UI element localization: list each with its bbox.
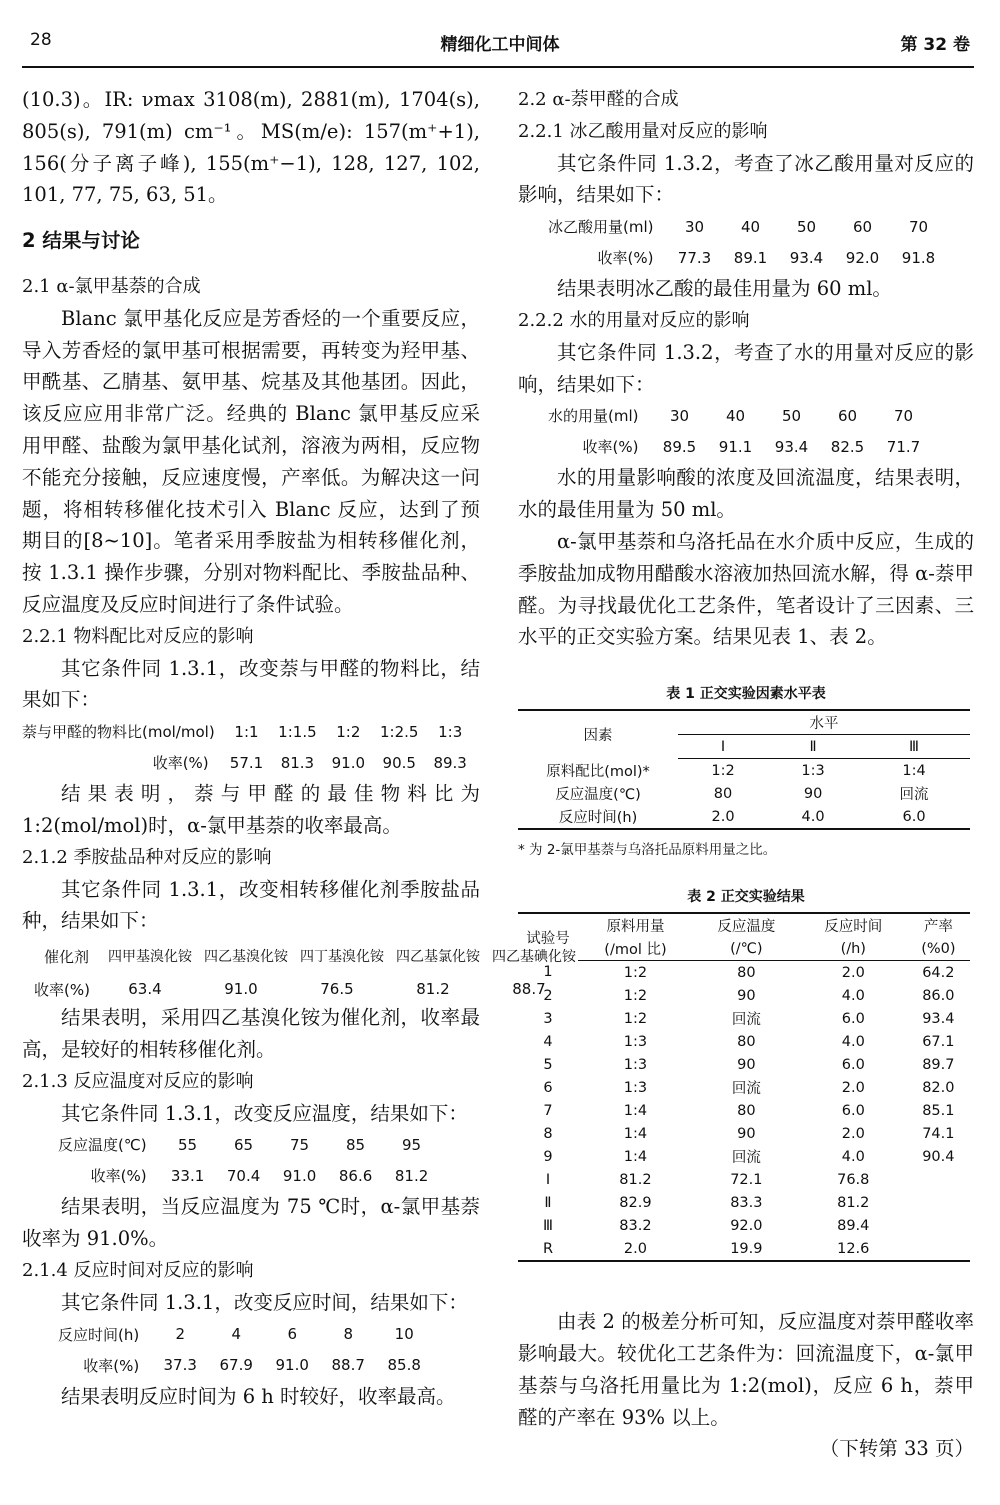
catalyst-result: 结果表明，采用四乙基溴化铵为催化剂，收率最高，是较好的相转移催化剂。 [22, 1006, 480, 1061]
table-row [518, 1122, 970, 1145]
catalyst-name: 四乙基溴化铵 [203, 948, 288, 965]
temperature-col: 75 [290, 1135, 310, 1154]
table-cell: 1:4 [623, 1148, 648, 1165]
table-cell: 92.0 [730, 1217, 763, 1234]
yield-value: 71.7 [886, 437, 921, 456]
table-cell: 80 [737, 1033, 756, 1050]
temperature-col: 85 [346, 1135, 366, 1154]
yield-value: 91.0 [224, 980, 258, 999]
table-cell: 1:4 [902, 762, 926, 779]
water-table [548, 400, 936, 462]
yield-label: 收率(%) [152, 754, 209, 773]
yield-value: 81.3 [280, 753, 315, 772]
table-row [518, 1237, 970, 1261]
section-2-2-2-heading: 2.2.2 水的用量对反应的影响 [518, 309, 750, 331]
section-2-1-heading: 2.1 α-氯甲基萘的合成 [22, 275, 201, 297]
yield-label: 收率(%) [34, 980, 90, 999]
table-cell: 80 [737, 964, 756, 981]
table-cell: 90.4 [922, 1148, 955, 1165]
time-table [58, 1319, 437, 1381]
table-cell: 8 [543, 1125, 553, 1142]
yield-value: 81.2 [416, 980, 450, 999]
ratio-result: 结果表明，萘与甲醛的最佳物料比为 1:2(mol/mol)时，α-氯甲基萘的收率最高。 [22, 782, 480, 837]
temperature-col: 55 [178, 1135, 198, 1154]
temperature-col: 65 [234, 1135, 254, 1154]
acetic-acid-label: 冰乙酸用量(ml) [548, 218, 654, 237]
table-cell: 1:3 [623, 1056, 648, 1073]
table-1-level: Ⅱ [768, 735, 858, 759]
table-2 [518, 912, 970, 1262]
table-cell: 反应时间(h) [518, 805, 678, 829]
table-cell: 2.0 [678, 805, 768, 829]
time-col: 4 [231, 1325, 241, 1343]
table-cell: Ⅱ [544, 1194, 552, 1211]
time-col: 8 [343, 1325, 353, 1343]
yield-value: 91.8 [901, 248, 936, 267]
acetic-acid-col: 60 [852, 217, 873, 236]
table-cell: 4.0 [841, 987, 865, 1004]
water-col: 30 [669, 406, 690, 425]
table-cell: 1:2 [623, 987, 648, 1004]
yield-value: 91.0 [282, 1166, 317, 1185]
table-cell: 86.0 [922, 987, 955, 1004]
yield-value: 93.4 [774, 437, 809, 456]
acetic-acid-col: 40 [740, 217, 761, 236]
table-cell: 7 [543, 1102, 553, 1119]
table-2-run-header: 试验号 [518, 913, 578, 961]
ratio-col: 1:3 [438, 722, 463, 741]
table-2-header: 产率 [907, 913, 970, 937]
table-2-unit: (/℃) [693, 937, 800, 961]
intro-paragraph: (10.3)。IR: νmax 3108(m), 2881(m), 1704(s), 805(s), 791(m) cm⁻¹。MS(m/e): 157(m⁺+1), 156(分子离子峰), 155(m⁺−1), 128, 127, 102, 101, 77, 75, 63, 51。 [22, 88, 480, 207]
table-cell: 89.7 [922, 1056, 955, 1073]
table-row [518, 1007, 970, 1030]
ratio-col: 1:2 [336, 722, 361, 741]
ratio-col: 1:1.5 [278, 722, 317, 741]
table-cell: 1:4 [623, 1125, 648, 1142]
time-col: 10 [394, 1325, 414, 1343]
table-cell [907, 1168, 970, 1191]
table-cell: 3 [543, 1010, 553, 1027]
yield-label: 收率(%) [90, 1167, 147, 1186]
table-cell: 90 [737, 1056, 756, 1073]
yield-value: 57.1 [229, 753, 264, 772]
table-2-header: 原料用量 [578, 913, 693, 937]
table-cell [907, 1237, 970, 1261]
yield-value: 88.7 [512, 980, 546, 999]
acetic-acid-col: 50 [796, 217, 817, 236]
water-label: 水的用量(ml) [548, 407, 639, 426]
table-cell: 81.2 [837, 1194, 870, 1211]
table-cell: 1:3 [801, 762, 825, 779]
table-cell: 9 [543, 1148, 553, 1165]
table-cell: 1:3 [623, 1033, 648, 1050]
acetic-acid-paragraph: 其它条件同 1.3.2，考查了冰乙酸用量对反应的影响，结果如下： [518, 151, 974, 207]
table-row [518, 759, 970, 783]
table-row [518, 805, 970, 829]
catalyst-name: 四乙基氯化铵 [395, 948, 480, 965]
table-cell: 4.0 [768, 805, 858, 829]
table-cell: 4 [543, 1033, 553, 1050]
acetic-acid-result: 结果表明冰乙酸的最佳用量为 60 ml。 [557, 277, 892, 301]
table-cell [907, 1191, 970, 1214]
yield-value: 92.0 [845, 248, 880, 267]
table-cell: 74.1 [922, 1125, 955, 1142]
section-2-heading: 2 结果与讨论 [22, 229, 140, 253]
table-cell: 1:4 [623, 1102, 648, 1119]
yield-value: 85.8 [387, 1356, 421, 1374]
table-cell: 90 [803, 785, 823, 802]
table-cell: 90 [737, 987, 756, 1004]
water-paragraph: 其它条件同 1.3.2，考查了水的用量对反应的影响，结果如下： [518, 340, 974, 396]
conclusion-paragraph: 由表 2 的极差分析可知，反应温度对萘甲醛收率影响最大。较优化工艺条件为：回流温度下，α-氯甲基萘与乌洛托用量比为 1:2(mol)，反应 6 h，萘甲醛的产率在 93% 以上。 [518, 1310, 974, 1429]
table-cell [907, 1214, 970, 1237]
yield-value: 93.4 [789, 248, 824, 267]
table-cell: 2.0 [841, 1125, 865, 1142]
table-row [518, 1145, 970, 1168]
table-row [518, 1191, 970, 1214]
table-1-caption: 表 1 正交实验因素水平表 [666, 686, 826, 703]
acetic-acid-table [548, 211, 951, 273]
table-row [518, 1168, 970, 1191]
ratio-col: 1:2.5 [380, 722, 419, 741]
volume-label: 第 32 卷 [900, 35, 970, 55]
table-cell: 72.1 [730, 1171, 763, 1188]
table-cell: 67.1 [922, 1033, 955, 1050]
yield-value: 91.1 [718, 437, 753, 456]
ratio-label: 萘与甲醛的物料比(mol/mol) [22, 723, 215, 742]
water-col: 50 [781, 406, 802, 425]
table-cell: 2.0 [578, 1237, 693, 1261]
section-2-2-1-heading: 2.2.1 冰乙酸用量对反应的影响 [518, 120, 768, 142]
table-cell: 81.2 [619, 1171, 652, 1188]
ratio-col: 1:1 [234, 722, 259, 741]
table-cell: 1:2 [623, 964, 648, 981]
temperature-result: 结果表明，当反应温度为 75 ℃时，α-氯甲基萘收率为 91.0%。 [22, 1195, 480, 1251]
temperature-paragraph: 其它条件同 1.3.1，改变反应温度，结果如下： [61, 1101, 468, 1125]
table-1-footnote: * 为 2-氯甲基萘与乌洛托品原料用量之比。 [518, 842, 777, 859]
water-col: 70 [893, 406, 914, 425]
section-2-1-3-heading: 2.1.3 反应温度对反应的影响 [22, 1070, 254, 1092]
yield-value: 77.3 [677, 248, 712, 267]
table-cell: 76.8 [837, 1171, 870, 1188]
table-cell: 回流 [731, 1081, 761, 1098]
section-2-1-4-heading: 2.1.4 反应时间对反应的影响 [22, 1259, 254, 1281]
orthogonal-paragraph: α-氯甲基萘和乌洛托品在水介质中反应，生成的季胺盐加成物用醋酸水溶液加热回流水解，得 α-萘甲醛。为寻找最优化工艺条件，笔者设计了三因素、三水平的正交实验方案。结果见表 1、表 2。 [518, 529, 974, 649]
table-row [518, 782, 970, 805]
water-col: 40 [725, 406, 746, 425]
table-cell: Ⅰ [545, 1171, 551, 1188]
yield-value: 37.3 [163, 1356, 197, 1374]
table-cell: 4.0 [841, 1033, 865, 1050]
table-cell: 12.6 [800, 1237, 907, 1261]
table-cell: 6.0 [841, 1010, 865, 1027]
yield-label: 收率(%) [83, 1356, 140, 1375]
catalyst-name: 四丁基溴化铵 [299, 948, 384, 965]
section-2-2-1-heading: 2.2.1 物料配比对反应的影响 [22, 625, 254, 647]
catalyst-label: 催化剂 [44, 948, 90, 967]
table-cell: R [518, 1237, 578, 1261]
ratio-table [22, 716, 480, 778]
time-col: 6 [287, 1325, 297, 1343]
table-cell: 64.2 [922, 964, 955, 981]
temperature-label: 反应温度(℃) [58, 1136, 147, 1155]
table-row [518, 961, 970, 985]
catalyst-name: 四甲基溴化铵 [107, 948, 192, 965]
table-2-header: 反应温度 [693, 913, 800, 937]
table-cell: 80 [713, 785, 733, 802]
time-col: 2 [175, 1325, 185, 1343]
table-row [518, 1030, 970, 1053]
acetic-acid-col: 70 [908, 217, 929, 236]
table-cell: 6.0 [858, 805, 970, 829]
table-cell: 1:2 [711, 762, 735, 779]
yield-value: 89.3 [433, 753, 467, 772]
table-1-factor-header: 因素 [518, 710, 678, 759]
table-cell: 89.4 [837, 1217, 870, 1234]
table-cell: 6 [543, 1079, 553, 1096]
table-cell: 93.4 [922, 1010, 955, 1027]
time-paragraph: 其它条件同 1.3.1，改变反应时间，结果如下： [61, 1290, 468, 1314]
table-2-unit: (%0) [907, 937, 970, 961]
catalyst-name: 四乙基碘化铵 [491, 948, 576, 965]
yield-value: 86.6 [338, 1166, 373, 1185]
yield-value: 90.5 [382, 753, 416, 772]
table-cell: 83.2 [619, 1217, 652, 1234]
yield-value: 82.5 [830, 437, 865, 456]
yield-value: 89.5 [662, 437, 697, 456]
table-cell: 1:2 [623, 1010, 648, 1027]
ratio-paragraph: 其它条件同 1.3.1，改变萘与甲醛的物料比，结果如下： [22, 656, 480, 712]
table-cell: 回流 [731, 1012, 761, 1029]
yield-value: 76.5 [320, 980, 354, 999]
table-cell: 2.0 [841, 964, 865, 981]
section-2-1-paragraph: Blanc 氯甲基化反应是芳香烃的一个重要反应，导入芳香烃的氯甲基可根据需要，再转变为羟甲基、甲酰基、乙腈基、氨甲基、烷基及其他基团。因此，该反应应用非常广泛。经典的 Blanc 氯甲基反应采用甲醛、盐酸为氯甲基化试剂，溶液为两相，反应物不能充分接触，反应速度慢，产率低。为解决这一问题，将相转移催化技术引入 Blanc 反应，达到了预期目的[8~10]。笔者采用季胺盐为相转移催化剂，按 1.3.1 操作步骤，分别对物料配比、季胺盐品种、反应温度及反应时间进行了条件试验。 [22, 306, 480, 616]
yield-label: 收率(%) [597, 249, 654, 268]
table-cell: 85.1 [922, 1102, 955, 1119]
table-row [518, 1099, 970, 1122]
journal-title: 精细化工中间体 [440, 35, 560, 55]
water-result: 水的用量影响酸的浓度及回流温度，结果表明，水的最佳用量为 50 ml。 [518, 466, 974, 522]
yield-value: 81.2 [394, 1166, 429, 1185]
table-row [518, 1214, 970, 1237]
table-cell: 6.0 [841, 1056, 865, 1073]
yield-value: 63.4 [128, 980, 162, 999]
table-cell: 1 [543, 964, 553, 981]
table-cell: 原料配比(mol)* [546, 763, 650, 780]
catalyst-paragraph: 其它条件同 1.3.1，改变相转移催化剂季胺盐品种，结果如下： [22, 877, 480, 933]
temperature-col: 95 [402, 1135, 422, 1154]
table-row [518, 1076, 970, 1099]
catalyst-table [22, 937, 582, 1002]
yield-value: 88.7 [331, 1356, 365, 1374]
table-1-level-header: 水平 [678, 710, 970, 735]
table-cell: 82.9 [619, 1194, 652, 1211]
yield-value: 70.4 [226, 1166, 261, 1185]
time-label: 反应时间(h) [58, 1325, 140, 1344]
water-col: 60 [837, 406, 858, 425]
yield-value: 67.9 [219, 1356, 253, 1374]
table-cell: 90 [737, 1125, 756, 1142]
table-cell: Ⅲ [543, 1217, 553, 1234]
time-result: 结果表明反应时间为 6 h 时较好，收率最高。 [61, 1384, 456, 1408]
right-column [518, 84, 974, 1465]
section-2-1-2-heading: 2.1.2 季胺盐品种对反应的影响 [22, 846, 272, 868]
table-cell: 82.0 [922, 1079, 955, 1096]
page-number: 28 [30, 30, 52, 50]
table-cell: 80 [737, 1102, 756, 1119]
yield-value: 91.0 [275, 1356, 309, 1374]
temperature-table [58, 1129, 445, 1191]
yield-value: 33.1 [170, 1166, 205, 1185]
yield-label: 收率(%) [582, 438, 639, 457]
table-cell: 6.0 [841, 1102, 865, 1119]
table-cell: 1:3 [623, 1079, 648, 1096]
table-cell: 2.0 [841, 1079, 865, 1096]
table-1-level: Ⅰ [678, 735, 768, 759]
table-cell: 5 [543, 1056, 553, 1073]
table-cell: 2 [543, 987, 553, 1004]
table-cell: 回流 [731, 1150, 761, 1167]
continued-note: （下转第 33 页） [819, 1437, 974, 1461]
yield-value: 89.1 [733, 248, 768, 267]
header-rule [22, 66, 974, 68]
table-1 [518, 709, 970, 830]
table-2-unit: (/mol 比) [578, 937, 693, 961]
yield-value: 91.0 [331, 753, 366, 772]
table-cell: 19.9 [693, 1237, 800, 1261]
table-cell: 反应温度(℃) [555, 787, 641, 804]
table-cell: 回流 [899, 787, 929, 804]
table-2-caption: 表 2 正交实验结果 [687, 889, 805, 906]
acetic-acid-col: 30 [684, 217, 705, 236]
table-row [518, 984, 970, 1007]
table-2-header: 反应时间 [800, 913, 907, 937]
table-2-unit: (/h) [800, 937, 907, 961]
table-cell: 4.0 [841, 1148, 865, 1165]
section-2-2-heading: 2.2 α-萘甲醛的合成 [518, 89, 679, 110]
table-1-level: Ⅲ [858, 735, 970, 759]
table-row [518, 1053, 970, 1076]
table-cell: 83.3 [730, 1194, 763, 1211]
